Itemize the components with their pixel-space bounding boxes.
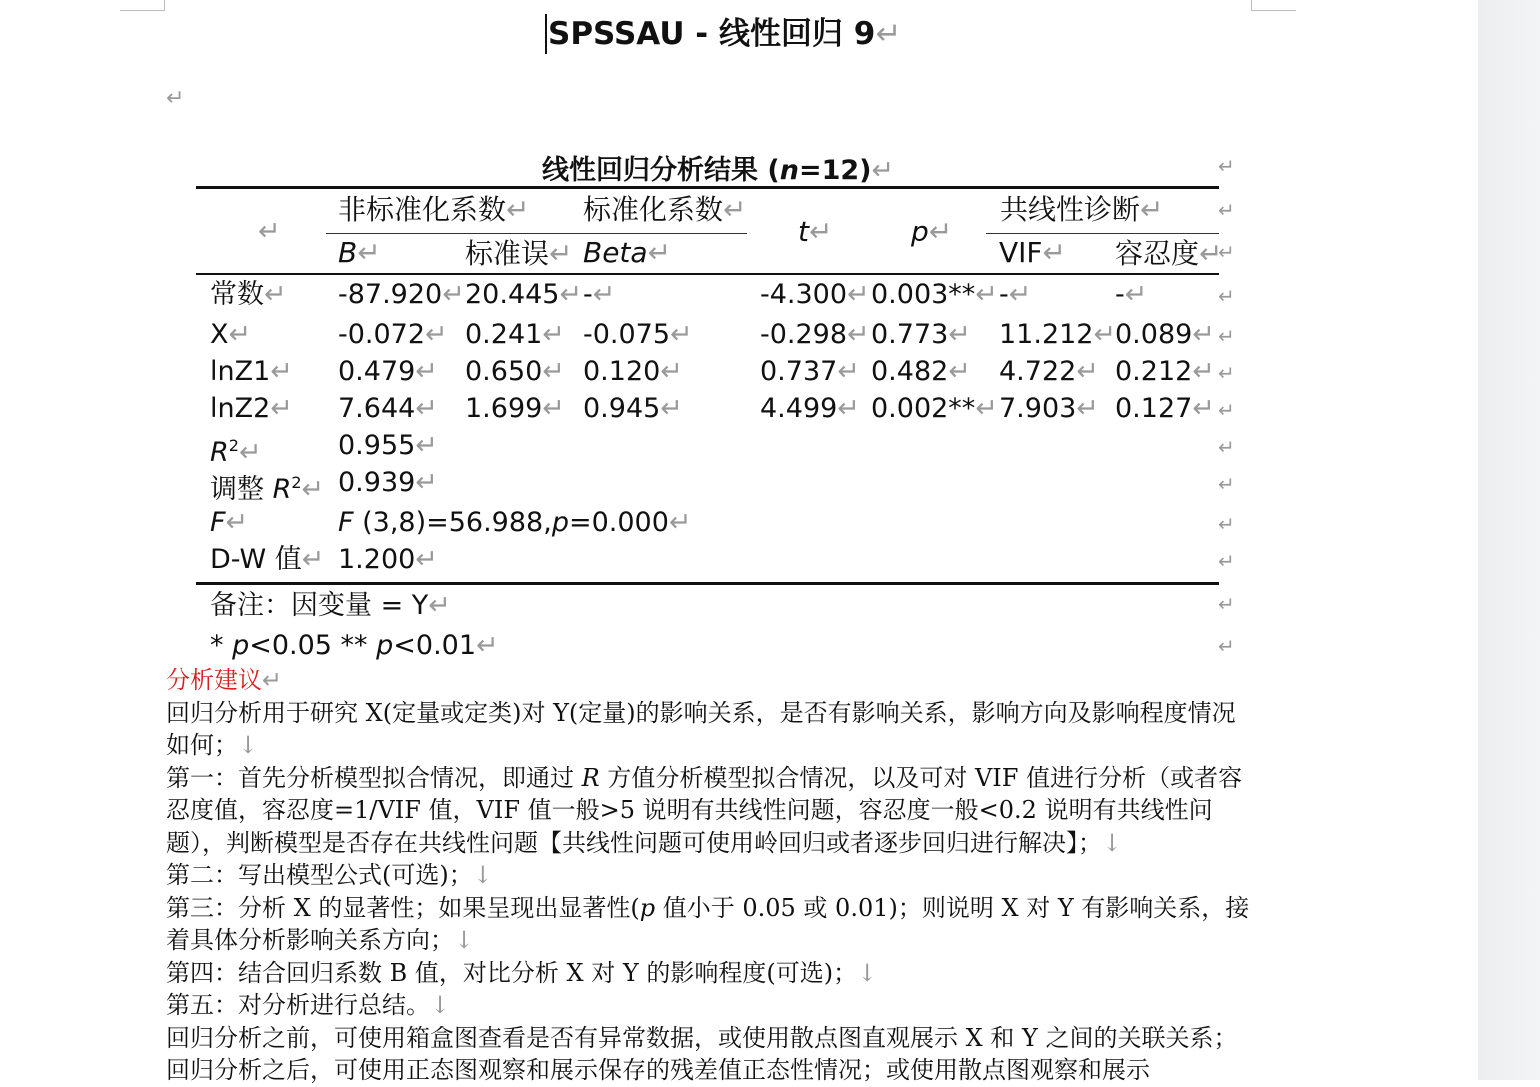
row-label-dw: D-W 值↵	[210, 544, 325, 575]
advice-paragraph: 第二：写出模型公式(可选)；↓	[166, 861, 493, 889]
row-end-mark: ↵	[1218, 240, 1235, 264]
cell-t: -0.298↵	[760, 319, 870, 350]
analysis-advice-section	[166, 664, 1256, 1087]
cell-t: 0.737↵	[760, 356, 860, 387]
row-end-mark: ↵	[1218, 398, 1235, 422]
header-rule-coefficients	[326, 233, 747, 234]
header-b: B↵	[338, 236, 381, 269]
cell-se: 0.650↵	[465, 356, 565, 387]
cell-t: -4.300↵	[760, 279, 870, 310]
cell-t: 4.499↵	[760, 393, 860, 424]
row-label-adj-r2: 调整 $R^2↵$	[210, 473, 325, 505]
row-end-mark: ↵	[1218, 361, 1235, 385]
cell-tolerance: 0.089↵	[1115, 319, 1215, 350]
cell-p: 0.773↵	[871, 319, 971, 350]
window-right-margin	[1478, 0, 1540, 1080]
row-end-mark: ↵	[1218, 324, 1235, 348]
row-end-mark: ↵	[1218, 634, 1235, 658]
cell-beta: -↵	[583, 279, 616, 310]
cell-tolerance: 0.127↵	[1115, 393, 1215, 424]
cell-vif: 11.212↵	[999, 319, 1117, 350]
cell-vif: 7.903↵	[999, 393, 1099, 424]
row-label-lnz2: lnZ2↵	[210, 393, 293, 424]
header-tolerance: 容忍度↵	[1115, 237, 1223, 270]
row-label-lnz1: lnZ1↵	[210, 356, 293, 387]
header-t: t↵	[798, 215, 833, 248]
row-label-x: X↵	[210, 319, 252, 350]
r2-value: 0.955↵	[338, 430, 438, 461]
header-std-error: 标准误↵	[465, 237, 573, 270]
row-end-mark: ↵	[1218, 284, 1235, 308]
advice-paragraph: 回归分析之前，可使用箱盒图查看是否有异常数据，或使用散点图直观展示 X 和 Y 之间的关联关系；回归分析之后，可使用正态图观察和展示保存的残差值正态性情况；或使用散点图观察和展示	[166, 1023, 1238, 1084]
cell-beta: 0.945↵	[583, 393, 683, 424]
cell-p: 0.003**↵	[871, 279, 998, 310]
row-label-r2: $R^2↵$	[210, 436, 262, 468]
cell-se: 0.241↵	[465, 319, 565, 350]
table-note-significance: * p<0.05 ** p<0.01↵	[210, 630, 499, 661]
empty-header-cell: ↵	[258, 216, 281, 247]
f-test-value: F (3,8)=56.988,p=0.000↵	[338, 507, 692, 538]
table-top-rule	[196, 186, 1219, 189]
cell-b: -87.920↵	[338, 279, 465, 310]
row-end-mark: ↵	[1218, 198, 1235, 222]
row-end-mark: ↵	[1218, 472, 1235, 496]
row-end-mark: ↵	[1218, 549, 1235, 573]
header-rule-collinearity	[986, 233, 1219, 234]
advice-paragraph: 第五：对分析进行总结。↓	[166, 991, 451, 1019]
empty-paragraph-mark: ↵	[166, 86, 185, 111]
table-bottom-rule	[196, 582, 1219, 585]
header-vif: VIF↵	[999, 236, 1066, 269]
header-bottom-rule	[196, 273, 1219, 275]
header-unstandardized: 非标准化系数↵	[338, 193, 530, 226]
cell-tolerance: -↵	[1115, 279, 1148, 310]
header-collinearity: 共线性诊断↵	[1000, 193, 1164, 226]
cell-beta: 0.120↵	[583, 356, 683, 387]
cell-tolerance: 0.212↵	[1115, 356, 1215, 387]
row-end-mark: ↵	[1218, 154, 1235, 178]
cell-vif: 4.722↵	[999, 356, 1099, 387]
row-end-mark: ↵	[1218, 592, 1235, 616]
crop-mark-top-left	[120, 0, 165, 11]
cell-vif: -↵	[999, 279, 1032, 310]
advice-paragraph: 回归分析用于研究 X(定量或定类)对 Y(定量)的影响关系，是否有影响关系，影响方向及影响程度情况如何；↓	[166, 698, 1236, 759]
cell-b: 0.479↵	[338, 356, 438, 387]
advice-paragraph: 第一：首先分析模型拟合情况，即通过 R 方值分析模型拟合情况，以及可对 VIF 值进行分析（或者容忍度值，容忍度=1/VIF 值，VIF 值一般>5 说明有共线性问题，容忍度一般<0.2 说明有共线性问题），判断模型是否存在共线性问题【共线性问题可使用岭回归或者逐步回归进行解决】；↓	[166, 763, 1243, 857]
advice-heading: 分析建议↵	[166, 666, 283, 694]
header-beta: Beta↵	[583, 236, 672, 269]
row-end-mark: ↵	[1218, 512, 1235, 536]
advice-paragraph: 第四：结合回归系数 B 值，对比分析 X 对 Y 的影响程度(可选)；↓	[166, 958, 878, 987]
table-note-dependent: 备注：因变量 = Y↵	[210, 590, 451, 621]
cell-se: 20.445↵	[465, 279, 583, 310]
row-label-constant: 常数↵	[210, 279, 287, 310]
cell-p: 0.002**↵	[871, 393, 998, 424]
document-title[interactable]: SPSSAU - 线性回归 9↵	[545, 14, 901, 54]
cell-p: 0.482↵	[871, 356, 971, 387]
table-caption: 线性回归分析结果 (n=12)↵	[542, 155, 895, 186]
row-label-f: F↵	[210, 507, 249, 538]
row-end-mark: ↵	[1218, 435, 1235, 459]
cell-b: 7.644↵	[338, 393, 438, 424]
advice-paragraph: 第三：分析 X 的显著性；如果呈现出显著性(p 值小于 0.05 或 0.01)；则说明 X 对 Y 有影响关系，接着具体分析影响关系方向；↓	[166, 893, 1250, 954]
cell-beta: -0.075↵	[583, 319, 693, 350]
header-p: p↵	[911, 215, 953, 248]
header-standardized: 标准化系数↵	[583, 193, 747, 226]
cell-se: 1.699↵	[465, 393, 565, 424]
crop-mark-top-right	[1251, 0, 1296, 11]
cell-b: -0.072↵	[338, 319, 448, 350]
adj-r2-value: 0.939↵	[338, 467, 438, 498]
dw-value: 1.200↵	[338, 544, 438, 575]
